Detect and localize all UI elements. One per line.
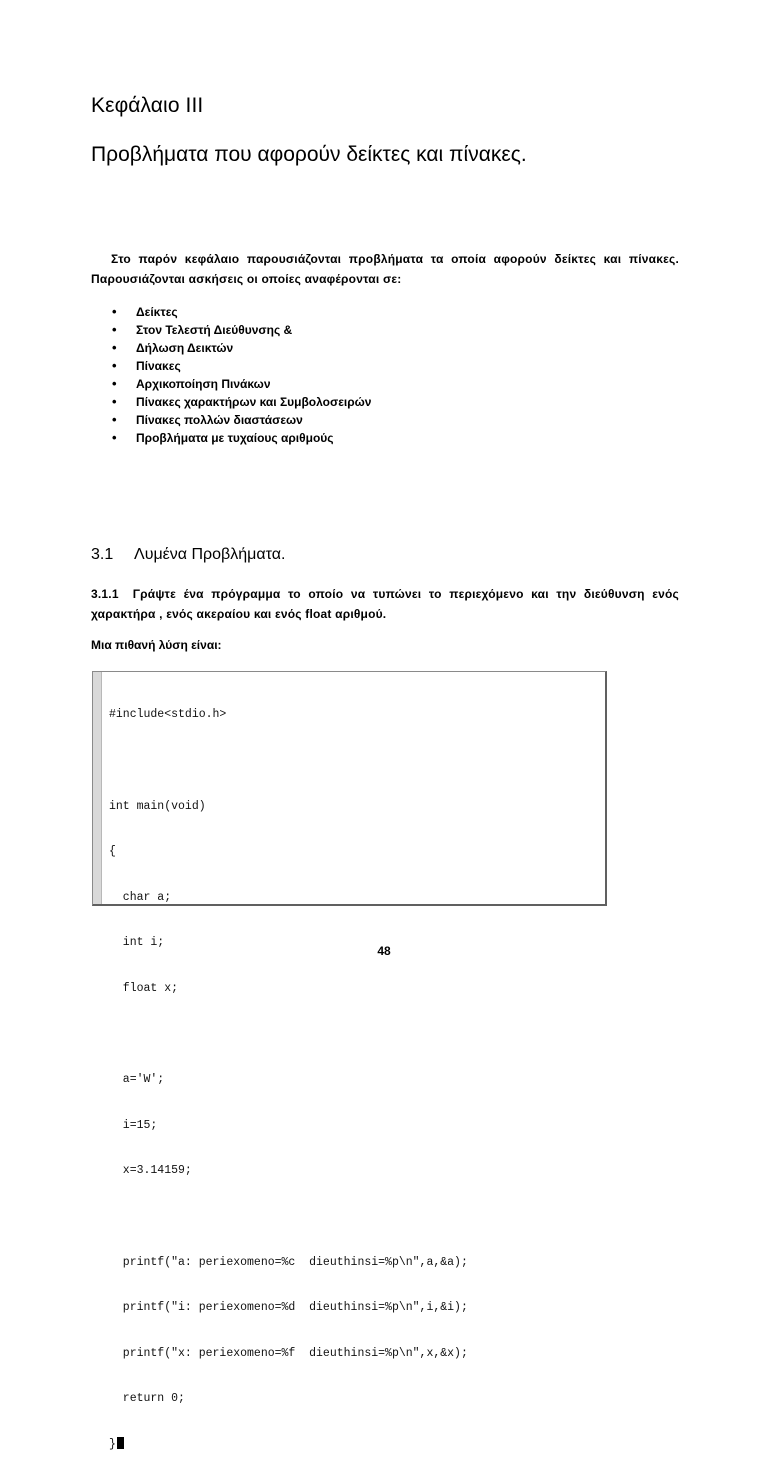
code-line: printf("a: periexomeno=%c dieuthinsi=%p\n",a,&a);	[109, 1255, 468, 1269]
code-line: int i;	[109, 936, 165, 950]
list-item-label: Πίνακες χαρακτήρων και Συμβολοσειρών	[136, 395, 372, 409]
bullet-icon: •	[112, 412, 117, 427]
list-item	[110, 375, 371, 393]
list-item	[110, 429, 371, 447]
chapter-title: Κεφάλαιο ΙΙΙ	[91, 94, 204, 117]
code-line: printf("i: periexomeno=%d dieuthinsi=%p\n",i,&i);	[109, 1301, 468, 1315]
list-item-label: Αρχικοποίηση Πινάκων	[136, 377, 271, 391]
code-line: char a;	[109, 890, 172, 904]
bullet-icon: •	[112, 358, 117, 373]
list-item-label: Πίνακες πολλών διαστάσεων	[136, 413, 303, 427]
bullet-icon: •	[112, 322, 117, 337]
list-item-label: Δήλωση Δεικτών	[136, 341, 234, 355]
chapter-subtitle: Προβλήματα που αφορούν δείκτες και πίνακες.	[91, 143, 527, 166]
code-line-text: }	[109, 1437, 116, 1451]
bullet-icon: •	[112, 430, 117, 445]
list-item-label: Δείκτες	[136, 305, 178, 319]
section-heading	[91, 546, 285, 564]
list-item	[110, 321, 371, 339]
list-item-label: Στον Τελεστή Διεύθυνσης &	[136, 323, 293, 337]
code-line	[109, 753, 468, 768]
problem-text: Γράψτε ένα πρόγραμμα το οποίο να τυπώνει το περιεχόμενο και την διεύθυνση ενός χαρακτήρα , ενός ακεραίου και ενός float αριθμού.	[91, 587, 679, 621]
problem-number: 3.1.1	[91, 587, 119, 601]
code-line	[109, 1209, 468, 1224]
solution-label: Μια πιθανή λύση είναι:	[91, 638, 222, 652]
editor-gutter	[93, 672, 102, 904]
page-number: 48	[377, 944, 391, 958]
section-title: Λυμένα Προβλήματα.	[134, 546, 286, 563]
bullet-icon: •	[112, 394, 117, 409]
code-line: x=3.14159;	[109, 1164, 192, 1178]
code-line: int main(void)	[109, 799, 206, 813]
list-item	[110, 357, 371, 375]
list-item	[110, 339, 371, 357]
text-cursor-icon	[117, 1437, 124, 1449]
list-item-label: Πίνακες	[136, 359, 181, 373]
code-line: {	[109, 845, 116, 859]
section-number: 3.1	[91, 546, 114, 563]
list-item-label: Προβλήματα με τυχαίους αριθμούς	[136, 431, 334, 445]
code-line: float x;	[109, 981, 179, 995]
problem-statement	[91, 584, 679, 624]
bullet-icon: •	[112, 304, 117, 319]
code-line: a='W';	[109, 1073, 165, 1087]
code-line: return 0;	[109, 1392, 185, 1406]
code-line: i=15;	[109, 1118, 158, 1132]
list-item	[110, 303, 371, 321]
topics-list	[110, 303, 371, 447]
bullet-icon: •	[112, 376, 117, 391]
list-item	[110, 411, 371, 429]
bullet-icon: •	[112, 340, 117, 355]
code-line: #include<stdio.h>	[109, 708, 227, 722]
code-listing	[109, 677, 468, 1483]
code-line	[109, 1027, 468, 1042]
code-line: printf("x: periexomeno=%f dieuthinsi=%p\n",x,&x);	[109, 1346, 468, 1360]
list-item	[110, 393, 371, 411]
intro-paragraph: Στο παρόν κεφάλαιο παρουσιάζονται προβλήματα τα οποία αφορούν δείκτες και πίνακες. Παρουσιάζονται ασκήσεις οι οποίες αναφέρονται σε:	[91, 252, 679, 286]
code-line-last	[109, 1437, 468, 1452]
